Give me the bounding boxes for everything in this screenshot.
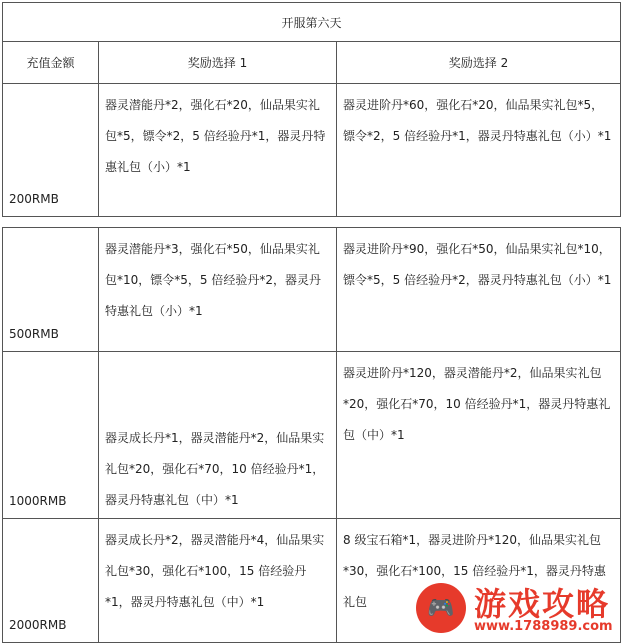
- row-choice-1: 器灵成长丹*1，器灵潜能丹*2，仙品果实礼包*20，强化石*70，10 倍经验丹*1，器灵丹特惠礼包（中）*1: [99, 352, 337, 519]
- header-amount: 充值金额: [3, 42, 99, 84]
- gamepad-logo-icon: 🎮: [416, 583, 466, 633]
- watermark: [416, 579, 616, 639]
- row-choice-2: 器灵进阶丹*90，强化石*50，仙品果实礼包*10，镖令*5，5 倍经验丹*2，器灵丹特惠礼包（小）*1: [337, 228, 621, 352]
- row-choice-1: 器灵潜能丹*2，强化石*20，仙品果实礼包*5，镖令*2，5 倍经验丹*1，器灵丹特惠礼包（小）*1: [99, 84, 337, 217]
- row-choice-2: 器灵进阶丹*120，器灵潜能丹*2，仙品果实礼包*20，强化石*70，10 倍经验丹*1，器灵丹特惠礼包（中）*1: [337, 352, 621, 519]
- row-choice-2: 8 级宝石箱*1，器灵进阶丹*120，仙品果实礼包*30，强化石*100，15 倍经验丹*1，器灵丹特惠礼包: [337, 519, 621, 643]
- table-row: [3, 228, 621, 352]
- table-title: 开服第六天: [3, 3, 621, 42]
- row-choice-1: 器灵成长丹*2，器灵潜能丹*4，仙品果实礼包*30，强化石*100，15 倍经验丹*1，器灵丹特惠礼包（中）*1: [99, 519, 337, 643]
- row-choice-1: 器灵潜能丹*3，强化石*50，仙品果实礼包*10，镖令*5，5 倍经验丹*2，器灵丹特惠礼包（小）*1: [99, 228, 337, 352]
- row-amount: 500RMB: [3, 228, 99, 352]
- row-choice-2: 器灵进阶丹*60，强化石*20，仙品果实礼包*5，镖令*2，5 倍经验丹*1，器灵丹特惠礼包（小）*1: [337, 84, 621, 217]
- row-amount: 2000RMB: [3, 519, 99, 643]
- reward-table: [2, 2, 621, 643]
- row-amount: 1000RMB: [3, 352, 99, 519]
- row-amount: 200RMB: [3, 84, 99, 217]
- header-choice-1: 奖励选择 1: [99, 42, 337, 84]
- watermark-brand: 游戏攻略: [474, 585, 611, 623]
- watermark-url: www.1788989.com: [474, 619, 613, 634]
- header-choice-2: 奖励选择 2: [337, 42, 621, 84]
- table-row: [3, 84, 621, 217]
- table-row: [3, 352, 621, 519]
